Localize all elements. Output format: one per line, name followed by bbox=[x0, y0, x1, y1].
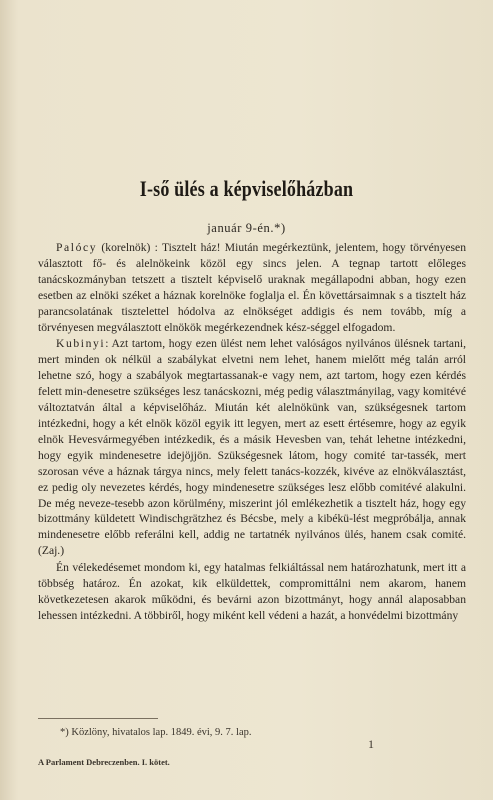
page-number: 1 bbox=[368, 737, 374, 751]
paragraph-text: : Azt tartom, hogy ezen ülést nem lehet valóságos nyilvános ülésnek tartani, mert minden ok nélkül a szabálykat elvetni nem lehet, hanem mielőtt még talán arról lehetne szó, hogy a szabályok megtartassanak-e vagy nem, azt tartom, hogy ezen kérdés felett min-denesetre szükséges lesz tanácskozni, még pedig választmányilag, vagy komitévé változtatván által a képviselőház. Miután két alelnökünk van, szükségesnek tartom intézkedni, hogy a két elnök közöl egyik itt legyen, mert az esett értésemre, hogy az egyik elnök Hevesvármegyében intézkedik, és a másik Hevesben van, tehát lehetne intézkedni, hogy egyik mindenesetre idejöjjön. Szükségesnek látom, hogy comité tar-tassék, mert szorosan véve a háznak tárgya nincs, mely felett tanács-kozzék, kivéve az elnökválasztást, ez pedig oly nevezetes kérdés, hogy mindenesetre szükséges lesz előbb comitévé alakulni. De még neveze-tesebb azon körülmény, miszerint jól emlékezhetik a tisztelt ház, hogy egy bizottmány küldetett Windischgrätzhez és Bécsbe, mely a kibékü-lést megpróbálja, annak mindenesetre előbb referálni kell, addig ne tartatnék nyilvános ülés, hanem csak comité. (Zaj.) bbox=[38, 337, 466, 558]
paragraph-palocy bbox=[38, 240, 466, 335]
session-date: január 9-én.*) bbox=[207, 221, 286, 235]
footnote-rule bbox=[38, 718, 158, 719]
body-text bbox=[38, 240, 466, 624]
footnote: *) Közlöny, hivatalos lap. 1849. évi, 9. 7. lap. bbox=[60, 727, 252, 738]
speaker-name: Kubinyi bbox=[56, 337, 106, 351]
paragraph-text: (korelnök) : Tisztelt ház! Miután megérkeztünk, jelentem, hogy törvényesen választott fő- és alelnökeink közöl egy sincs jelen. A tegnap tartott előleges tanácskozmányban tetszett a tisztelt képviselő uraknak megállapodni abban, hogy ezen esetben az elnöki széket a háznak korelnöke foglalja el. Én követtársaimnak s a tisztelt ház parancsolatának tisztelettel hódolva az elnökséget addigis és nem tovább, míg a törvényesen megválasztott elnökök megérkezendnek kész-séggel elfogadom. bbox=[38, 241, 466, 334]
paragraph-continuation bbox=[38, 560, 466, 624]
paragraph-kubinyi bbox=[38, 336, 466, 559]
speaker-name: Palócy bbox=[56, 241, 98, 254]
session-title: I-ső ülés a képviselőházban bbox=[139, 176, 354, 201]
paragraph-text: Én vélekedésemet mondom ki, egy hatalmas felkiáltással nem határozhatunk, mert itt a többség határoz. Én azokat, kik elküldettek, compromittálni nem akarom, hanem következetesen akarok működni, és bevárni azon bizottmányt, hogy annál alaposabban lehessen intézkedni. A többiről, hogy miként kell védeni a hazát, a honvédelmi bizottmány bbox=[38, 561, 466, 622]
imprint-line: A Parlament Debreczenben. I. kötet. bbox=[38, 757, 170, 767]
